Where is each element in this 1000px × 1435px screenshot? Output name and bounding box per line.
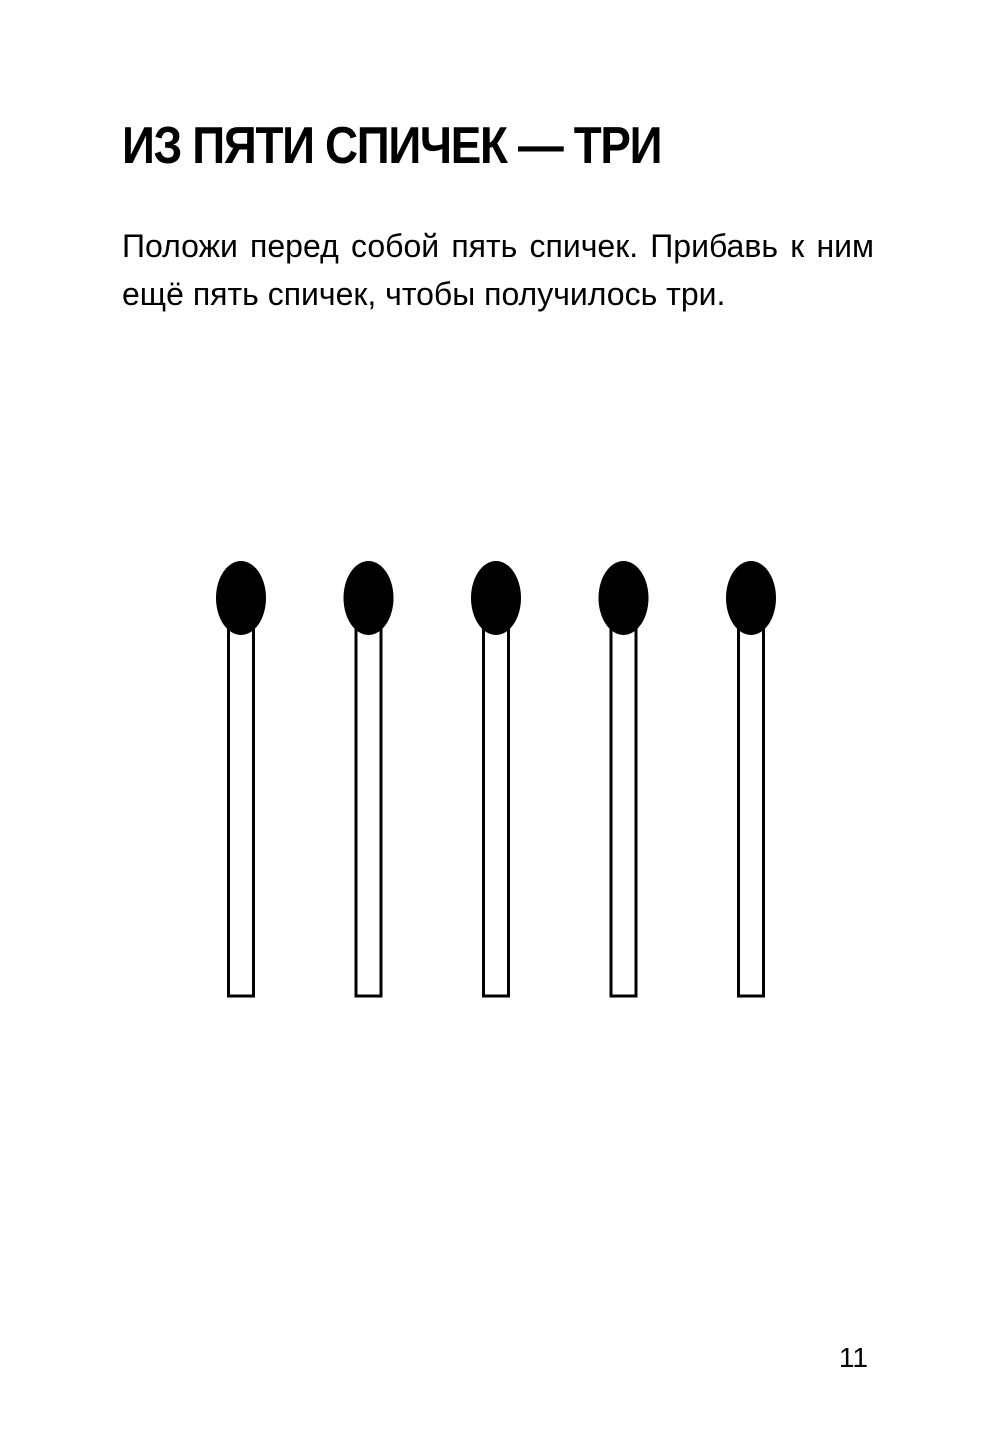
match-head <box>726 561 776 635</box>
match-stick <box>356 626 381 996</box>
match-head <box>599 561 649 635</box>
match-head <box>344 561 394 635</box>
match-head <box>471 561 521 635</box>
instructions-text: Положи перед собой пять спичек. Прибавь к ним ещё пять спичек, чтобы получилось три. <box>122 228 874 312</box>
match-stick <box>739 626 764 996</box>
match-icon <box>344 561 394 996</box>
match-icon <box>216 561 266 996</box>
match-stick <box>611 626 636 996</box>
match-stick <box>229 626 254 996</box>
match-icon <box>471 561 521 996</box>
page-title: ИЗ ПЯТИ СПИЧЕК — ТРИ <box>122 117 662 175</box>
match-head <box>216 561 266 635</box>
page-number: 11 <box>838 1342 868 1373</box>
match-icon <box>726 561 776 996</box>
match-stick <box>484 626 509 996</box>
match-icon <box>599 561 649 996</box>
